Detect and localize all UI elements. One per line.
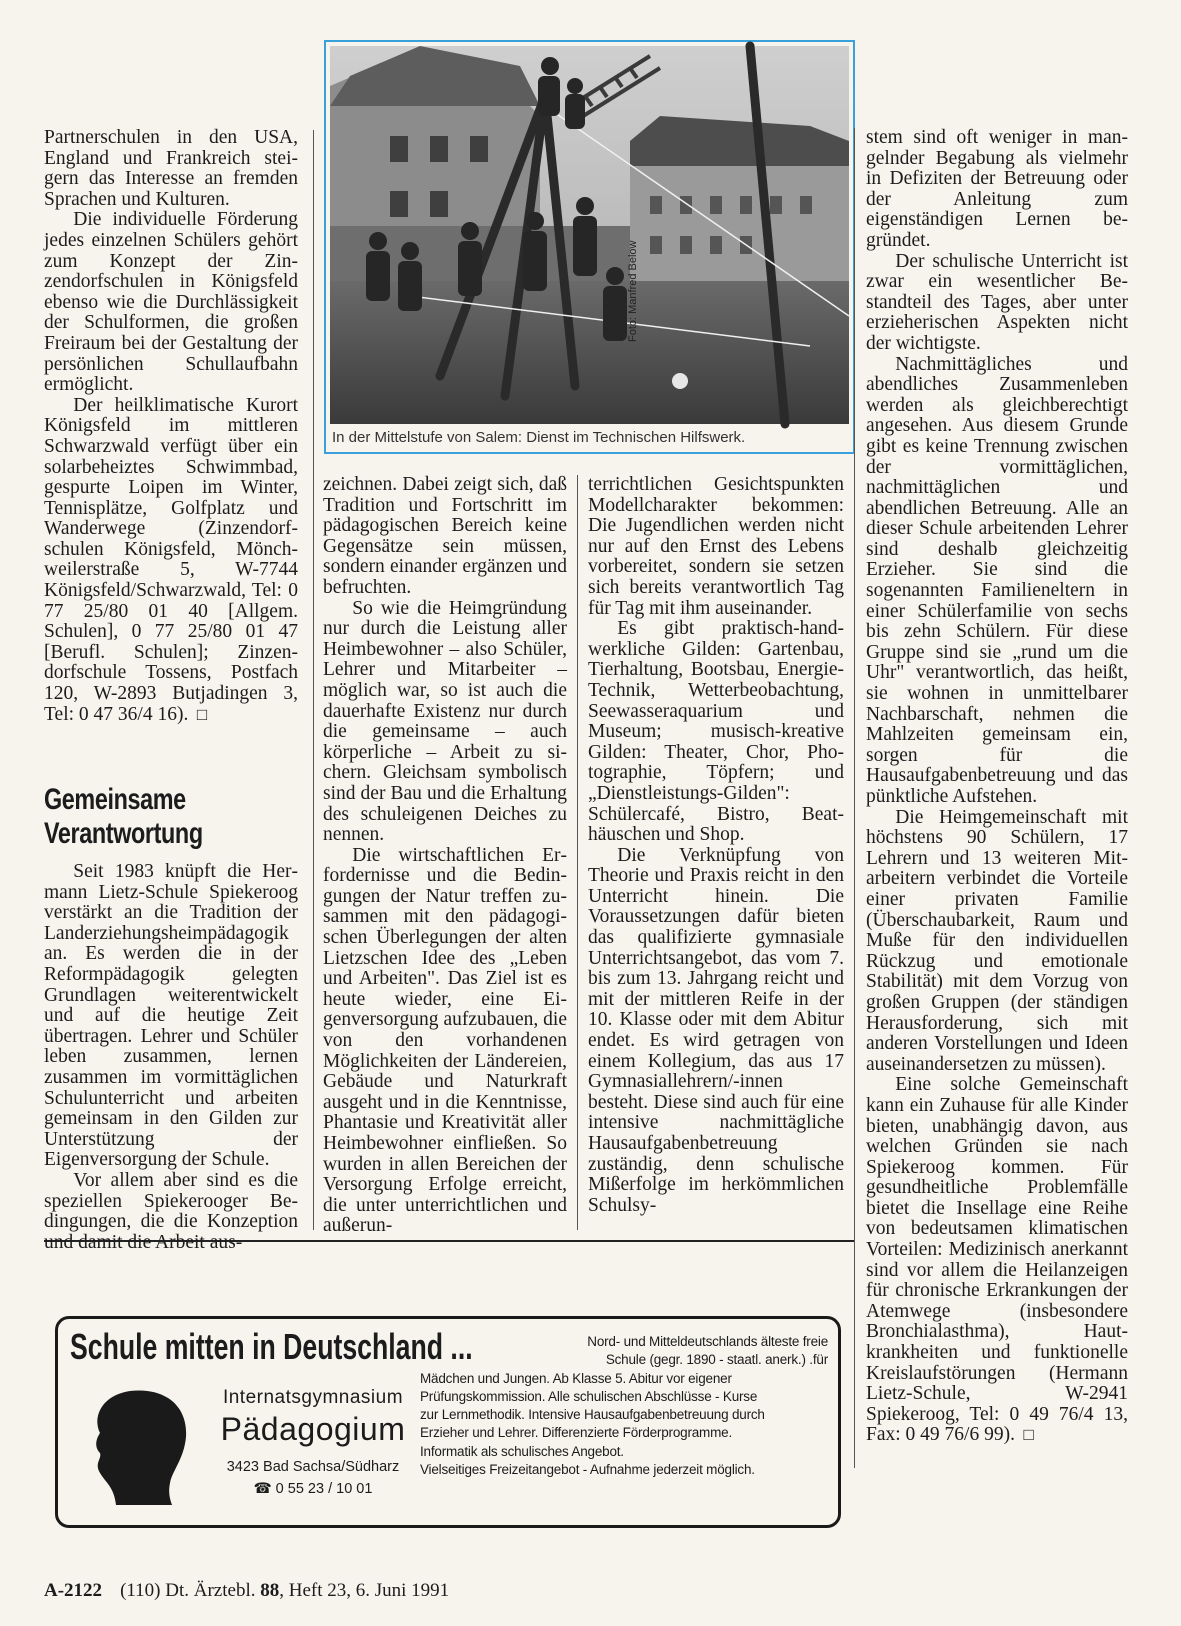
- ad-description-line: Mädchen und Jungen. Ab Klasse 5. Abitur vor eigener: [420, 1370, 732, 1386]
- paragraph: Eine solche Gemeinschaft kann ein Zuhause für alle Kinder bieten, unabhängig davon, aus welchen Gründen sie nach Spiekeroog kommen. Für gesundheitliche Problemfälle bietet die Insellage eine Reihe von bedeutsamen klimatischen Vorteilen: Medizinisch anerkannt sind vor allem die Heilanzeigen für chronische Erkrankungen der Atemwege (insbesondere Bronchialasthma), Hautkrankheiten und funktionelle Kreislaufstörungen (Hermann Lietz-Schule, W-2941 Spiekeroog, Tel: 0 49 76/4 13, Fax: 0 49 76/6 99). □: [866, 1075, 1128, 1446]
- paragraph: Die Heimgemeinschaft mit höchstens 90 Schülern, 17 Lehrern und 13 weiteren Mitarbeitern verbindet die Vorteile einer privaten Familie (Überschaubarkeit, Raum und Muße für den individuellen Rückzug und emotionale Stabilität) mit dem Vorzug von großen Gruppen (der ständigen Herausforderung, sich mit anderen Vorstellungen und Ideen auseinandersetzen zu müssen).: [866, 806, 1128, 1075]
- ad-title: Schule mitten in Deutschland ...: [70, 1326, 473, 1367]
- paragraph: Die Verknüpfung von Theorie und Praxis reicht in den Unterricht hinein. Die Voraussetzungen dafür bieten das qualifizierte gymnasiale Unterrichtsangebot, das vom 7. bis zum 13. Jahrgang reicht und mit der mittleren Reife in der 10. Klasse oder mit dem Abitur endet. Es wird getragen von einem Kollegium, das aus 17 Gymnasiallehrern/-innen besteht. Diese sind auch für eine intensive nachmittägliche Hausaufgabenbetreuung zuständig, denn schulische Mißerfolge im herkömmlichen Schulsy-: [588, 844, 844, 1216]
- advertisement-box: [55, 1316, 841, 1528]
- page-footer: [44, 1580, 449, 1602]
- ad-description-line: Informatik als schulisches Angebot.: [420, 1443, 624, 1459]
- ad-description-line: Vielseitiges Freizeitangebot - Aufnahme jederzeit möglich.: [420, 1462, 755, 1478]
- text-column-1: [44, 128, 298, 740]
- ad-description: [420, 1333, 828, 1479]
- ad-phone: ☎ 0 55 23 / 10 01: [253, 1481, 373, 1497]
- ad-description-line: zur Lernmethodik. Intensive Hausaufgabenbetreuung durch: [420, 1407, 765, 1423]
- paragraph: Seit 1983 knüpft die Hermann Lietz-Schule Spiekeroog verstärkt an die Tradition der Landerziehungsheimpädagogik an. Es werden die in der Reformpädagogik gelegten Grundlagen weiterentwickelt und auf die heutige Zeit übertragen. Lehrer und Schüler leben zusammen, lernen zusammen im vormittäglichen Schulunterricht und arbeiten gemeinsam in den Gilden zur Unterstützung der Eigenversorgung der Schule.: [44, 861, 298, 1171]
- column-rule: [854, 128, 855, 1468]
- paragraph: zeichnen. Dabei zeigt sich, daß Tradition und Fortschritt im pädagogischen Bereich keine Gegensätze sein müssen, sondern einander ergänzen und befruchten.: [323, 474, 567, 598]
- photo-caption: In der Mittelstufe von Salem: Dienst im Technischen Hilfswerk.: [332, 429, 746, 446]
- paragraph: So wie die Heimgründung nur durch die Leistung aller Heimbewohner – also Schüler, Lehrer und Mitarbeiter – möglich war, so ist auch die dauerhafte Existenz nur durch die gemeinsame – auch körperliche – Arbeit zu sichern. Gleichsam symbolisch sind der Bau und die Erhaltung des schuleigenen Deiches zu nennen.: [323, 597, 567, 846]
- ad-description-line: Erzieher und Lehrer. Differenzierte Förderprogramme.: [420, 1425, 732, 1441]
- ad-description-line: Prüfungskommission. Alle schulischen Abschlüsse - Kurse: [420, 1388, 758, 1404]
- text-column-4: [866, 128, 1128, 1473]
- paragraph: Der heilklimatische Kurort Königsfeld im mittleren Schwarzwald verfügt über ein solarbeheiztes Schwimmbad, gespurte Loipen im Winter, Tennisplätze, Golfplatz und Wanderwege (Zinzendorfschulen Königsfeld, Mönchweilerstraße 5, W-7744 Königsfeld/Schwarzwald, Tel: 0 77 25/80 01 40 [Allgem. Schulen], 0 77 25/80 01 47 [Berufl. Schulen]; Zinzendorfschule Tossens, Postfach 120, W-2893 Butjadingen 3, Tel: 0 47 36/4 16). □: [44, 396, 298, 726]
- ad-school-name: Pädagogium: [220, 1411, 406, 1447]
- paragraph: Die wirtschaftlichen Erfordernisse und die Bedingungen der Natur treffen zusammen mit den pädagogischen Überlegungen der alten Lietzschen Idee des „Leben und Arbeiten". Das Ziel ist es heute wieder, eine Eigenversorgung aufzubauen, die von den vorhandenen Möglichkeiten der Ländereien, Gebäude und Naturkraft ausgeht und in die Kenntnisse, Phantasie und Kreativität aller Heimbewohner einfließen. So wurden in allen Bereichen der Versorgung Erfolge erreicht, die unter unterrichtlichen und außerun-: [323, 844, 567, 1237]
- paragraph: Partnerschulen in den USA, England und Frankreich steigern das Interesse an fremden Sprachen und Kulturen.: [44, 127, 298, 210]
- photo-credit: Foto: Manfred Below: [627, 240, 639, 342]
- ad-school-type: Internatsgymnasium: [222, 1387, 404, 1408]
- volume-number: 88: [260, 1580, 280, 1601]
- photo-image: [330, 46, 849, 424]
- column-rule: [313, 130, 314, 1230]
- ad-address: 3423 Bad Sachsa/Südharz: [226, 1459, 400, 1475]
- photo-figure: [324, 40, 855, 454]
- section-heading: Gemeinsame Verantwortung: [44, 783, 203, 850]
- issue-suffix: , Heft 23, 6. Juni 1991: [279, 1580, 450, 1601]
- ad-description-line: Schule (gegr. 1890 - staatl. anerk.) .für: [605, 1352, 828, 1368]
- paragraph: stem sind oft weniger in mangelnder Begabung als vielmehr in Defiziten der Betreuung oder der Anleitung zum eigenständigen Lernen begründet.: [866, 127, 1128, 251]
- paragraph: Der schulische Unterricht ist zwar ein wesentlicher Bestandteil des Tages, aber unter erzieherischen Aspekten nicht der wichtigste.: [866, 250, 1128, 354]
- paragraph: terrichtlichen Gesichtspunkten Modellcharakter bekommen: Die Jugendlichen werden nicht nur auf den Ernst des Lebens vorbereitet, sondern sie setzen sich bereits verantwortlich Tag für Tag mit ihm auseinander.: [588, 474, 844, 619]
- paragraph: Es gibt praktisch-handwerkliche Gilden: Gartenbau, Tierhaltung, Bootsbau, Energie-Technik, Wetterbeobachtung, Seewasseraquarium und Museum; musisch-kreative Gilden: Theater, Chor, Photographie, Töpfern; und „Dienstleistungs-Gilden": Schülercafé, Bistro, Beathäuschen und Shop.: [588, 618, 844, 846]
- photo-illustration: [330, 46, 849, 424]
- paragraph: Nachmittägliches und abendliches Zusammenleben werden als gleichberechtigt angesehen. Aus diesem Grunde gibt es keine Trennung zwischen der vormittäglichen, nachmittäglichen und abendlichen Betreuung. Alle an dieser Schule arbeitenden Lehrer sind deshalb gleichzeitig Erzieher. Sie sind die sogenannten Familieneltern in einer Schülerfamilie von sechs bis zehn Schülern. Für diese Gruppe sind sie „rund um die Uhr" verantwortlich, das heißt, sie wohnen in unmittelbarer Nachbarschaft, nehmen die Mahlzeiten gemeinsam ein, sorgen für die Hausaufgabenbetreuung und das pünktliche Aufstehen.: [866, 353, 1128, 807]
- text-column-2: [323, 474, 567, 1237]
- head-silhouette-logo: [86, 1387, 196, 1507]
- column-rule: [577, 475, 578, 1230]
- paragraph: Vor allem aber sind es die speziellen Spiekerooger Bedingungen, die die Konzeption und damit die Arbeit aus-: [44, 1169, 298, 1253]
- text-column-3: [588, 475, 844, 1232]
- text-column-1-continued: [44, 861, 298, 1253]
- ad-description-line: Nord- und Mitteldeutschlands älteste freie: [587, 1334, 828, 1349]
- page-number: A-2122: [44, 1580, 103, 1601]
- paragraph: Die individuelle Förderung jedes einzelnen Schülers gehört zum Konzept der Zinzendorfschulen in Königsfeld ebenso wie die Durchlässigkeit der Schulformen, die großen Freiraum bei der Gestaltung der persönlichen Schullaufbahn ermöglicht.: [44, 209, 298, 396]
- issue-prefix: (110) Dt. Ärztebl.: [120, 1580, 256, 1601]
